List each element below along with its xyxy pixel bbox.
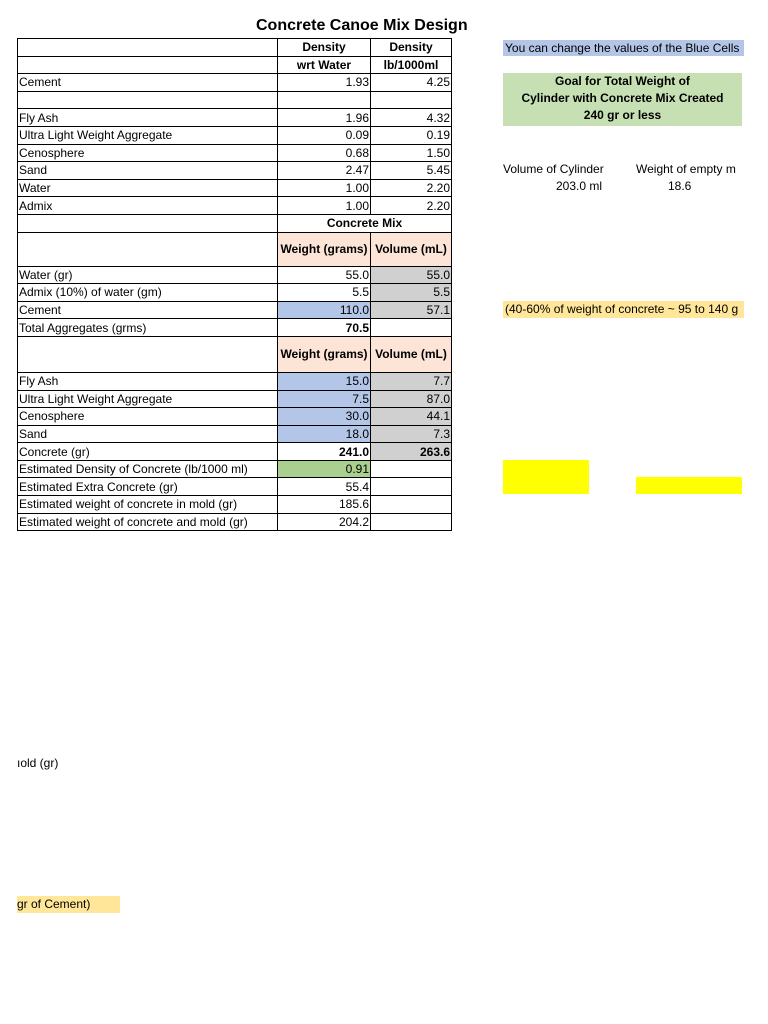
material-name[interactable]: Water <box>18 179 278 197</box>
table-row <box>18 496 452 514</box>
weight-input[interactable]: 18.0 <box>278 425 371 443</box>
cement-range-note[interactable]: (40-60% of weight of concrete ~ 95 to 140 g <box>503 301 744 318</box>
goal-box[interactable] <box>503 73 742 126</box>
mix-item-name[interactable]: Ultra Light Weight Aggregate <box>18 390 278 408</box>
table-row <box>18 478 452 496</box>
total-item-name[interactable]: Estimated Extra Concrete (gr) <box>18 478 278 496</box>
table-row <box>18 144 452 162</box>
col-volume-header[interactable]: Volume (mL) <box>371 336 452 372</box>
mix-item-name[interactable]: Water (gr) <box>18 266 278 284</box>
cell[interactable] <box>18 232 278 266</box>
cell[interactable] <box>371 460 452 478</box>
table-row <box>18 74 452 92</box>
cell[interactable] <box>18 56 278 74</box>
cell[interactable] <box>18 214 278 232</box>
volume-value[interactable]: 7.3 <box>371 425 452 443</box>
table-row <box>18 443 452 461</box>
material-name[interactable]: Admix <box>18 197 278 215</box>
density-lb-value[interactable]: 0.19 <box>371 126 452 144</box>
overflow-text: ıold (gr) <box>17 756 59 770</box>
table-row <box>18 425 452 443</box>
mix-item-name[interactable]: Sand <box>18 425 278 443</box>
total-item-name[interactable]: Concrete (gr) <box>18 443 278 461</box>
highlight-cell[interactable] <box>503 460 589 494</box>
table-row <box>18 513 452 531</box>
material-name[interactable]: Ultra Light Weight Aggregate <box>18 126 278 144</box>
goal-line-1: Goal for Total Weight of <box>555 74 690 88</box>
mix-item-name[interactable]: Admix (10%) of water (gm) <box>18 284 278 302</box>
volume-of-cylinder-value[interactable]: 203.0 ml <box>556 179 603 193</box>
material-name[interactable]: Cenosphere <box>18 144 278 162</box>
header-density-lb-1[interactable]: Density <box>371 39 452 57</box>
table-row <box>18 197 452 215</box>
cell[interactable] <box>371 513 452 531</box>
density-lb-value[interactable]: 4.32 <box>371 109 452 127</box>
cell[interactable] <box>371 91 452 109</box>
page-title: Concrete Canoe Mix Design <box>256 17 468 34</box>
total-item-name[interactable]: Estimated weight of concrete in mold (gr) <box>18 496 278 514</box>
table-row <box>18 460 452 478</box>
volume-value[interactable]: 87.0 <box>371 390 452 408</box>
total-item-name[interactable]: Estimated weight of concrete and mold (gr) <box>18 513 278 531</box>
density-wrt-value[interactable]: 2.47 <box>278 162 371 180</box>
density-wrt-value[interactable]: 0.68 <box>278 144 371 162</box>
total-item-name[interactable]: Estimated Density of Concrete (lb/1000 ml) <box>18 460 278 478</box>
goal-line-2: Cylinder with Concrete Mix Created <box>521 91 724 105</box>
table-row <box>18 284 452 302</box>
empty-mold-weight-label[interactable]: Weight of empty m <box>636 162 736 176</box>
weight-input[interactable]: 15.0 <box>278 372 371 390</box>
weight-value[interactable]: 5.5 <box>278 284 371 302</box>
mix-item-name[interactable]: Fly Ash <box>18 372 278 390</box>
table-row <box>18 91 452 109</box>
weight-input[interactable]: 7.5 <box>278 390 371 408</box>
density-lb-value[interactable]: 1.50 <box>371 144 452 162</box>
highlight-cell[interactable] <box>636 477 742 494</box>
table-row <box>18 319 452 337</box>
mix-item-name[interactable]: Cenosphere <box>18 408 278 426</box>
concrete-mix-title[interactable]: Concrete Mix <box>278 214 452 232</box>
table-row <box>18 390 452 408</box>
cell[interactable] <box>18 39 278 57</box>
col-weight-header[interactable]: Weight (grams) <box>278 232 371 266</box>
volume-value[interactable]: 57.1 <box>371 301 452 319</box>
table-row <box>18 109 452 127</box>
density-wrt-value[interactable]: 1.00 <box>278 197 371 215</box>
empty-mold-weight-value[interactable]: 18.6 <box>668 179 692 193</box>
density-lb-value[interactable]: 4.25 <box>371 74 452 92</box>
header-density-lb-2[interactable]: lb/1000ml <box>371 56 452 74</box>
col-weight-header[interactable]: Weight (grams) <box>278 336 371 372</box>
table-row <box>18 266 452 284</box>
weight-value[interactable]: 55.0 <box>278 266 371 284</box>
material-name[interactable]: Cement <box>18 74 278 92</box>
cell[interactable] <box>18 336 278 372</box>
header-density-wrt-1[interactable]: Density <box>278 39 371 57</box>
table-row <box>18 372 452 390</box>
col-volume-header[interactable]: Volume (mL) <box>371 232 452 266</box>
cell[interactable] <box>371 496 452 514</box>
table-row <box>18 408 452 426</box>
volume-value[interactable]: 7.7 <box>371 372 452 390</box>
table-row <box>18 162 452 180</box>
header-density-wrt-2[interactable]: wrt Water <box>278 56 371 74</box>
density-lb-value[interactable]: 2.20 <box>371 197 452 215</box>
volume-value[interactable]: 5.5 <box>371 284 452 302</box>
overflow-note: gr of Cement) <box>17 896 120 913</box>
density-wrt-value[interactable]: 0.09 <box>278 126 371 144</box>
total-weight[interactable]: 55.4 <box>278 478 371 496</box>
material-name[interactable]: Sand <box>18 162 278 180</box>
cell[interactable] <box>18 91 278 109</box>
total-volume[interactable]: 263.6 <box>371 443 452 461</box>
volume-value[interactable]: 44.1 <box>371 408 452 426</box>
density-wrt-value[interactable]: 1.00 <box>278 179 371 197</box>
goal-line-3: 240 gr or less <box>583 108 662 122</box>
material-name[interactable]: Fly Ash <box>18 109 278 127</box>
weight-input[interactable]: 30.0 <box>278 408 371 426</box>
density-wrt-value[interactable]: 1.93 <box>278 74 371 92</box>
table-row <box>18 179 452 197</box>
mix-item-name[interactable]: Total Aggregates (grms) <box>18 319 278 337</box>
table-row <box>18 126 452 144</box>
weight-value[interactable]: 70.5 <box>278 319 371 337</box>
blue-cells-note[interactable]: You can change the values of the Blue Cells <box>503 40 744 56</box>
density-lb-value[interactable]: 5.45 <box>371 162 452 180</box>
volume-value[interactable]: 55.0 <box>371 266 452 284</box>
density-wrt-value[interactable]: 1.96 <box>278 109 371 127</box>
mix-design-table <box>17 38 452 531</box>
mix-item-name[interactable]: Cement <box>18 301 278 319</box>
estimated-density[interactable]: 0.91 <box>278 460 371 478</box>
total-weight[interactable]: 241.0 <box>278 443 371 461</box>
density-lb-value[interactable]: 2.20 <box>371 179 452 197</box>
total-weight[interactable]: 204.2 <box>278 513 371 531</box>
volume-value[interactable] <box>371 319 452 337</box>
table-row <box>18 301 452 319</box>
volume-of-cylinder-label[interactable]: Volume of Cylinder <box>503 162 604 176</box>
cell[interactable] <box>371 478 452 496</box>
weight-input-cement[interactable]: 110.0 <box>278 301 371 319</box>
total-weight[interactable]: 185.6 <box>278 496 371 514</box>
cell[interactable] <box>278 91 371 109</box>
